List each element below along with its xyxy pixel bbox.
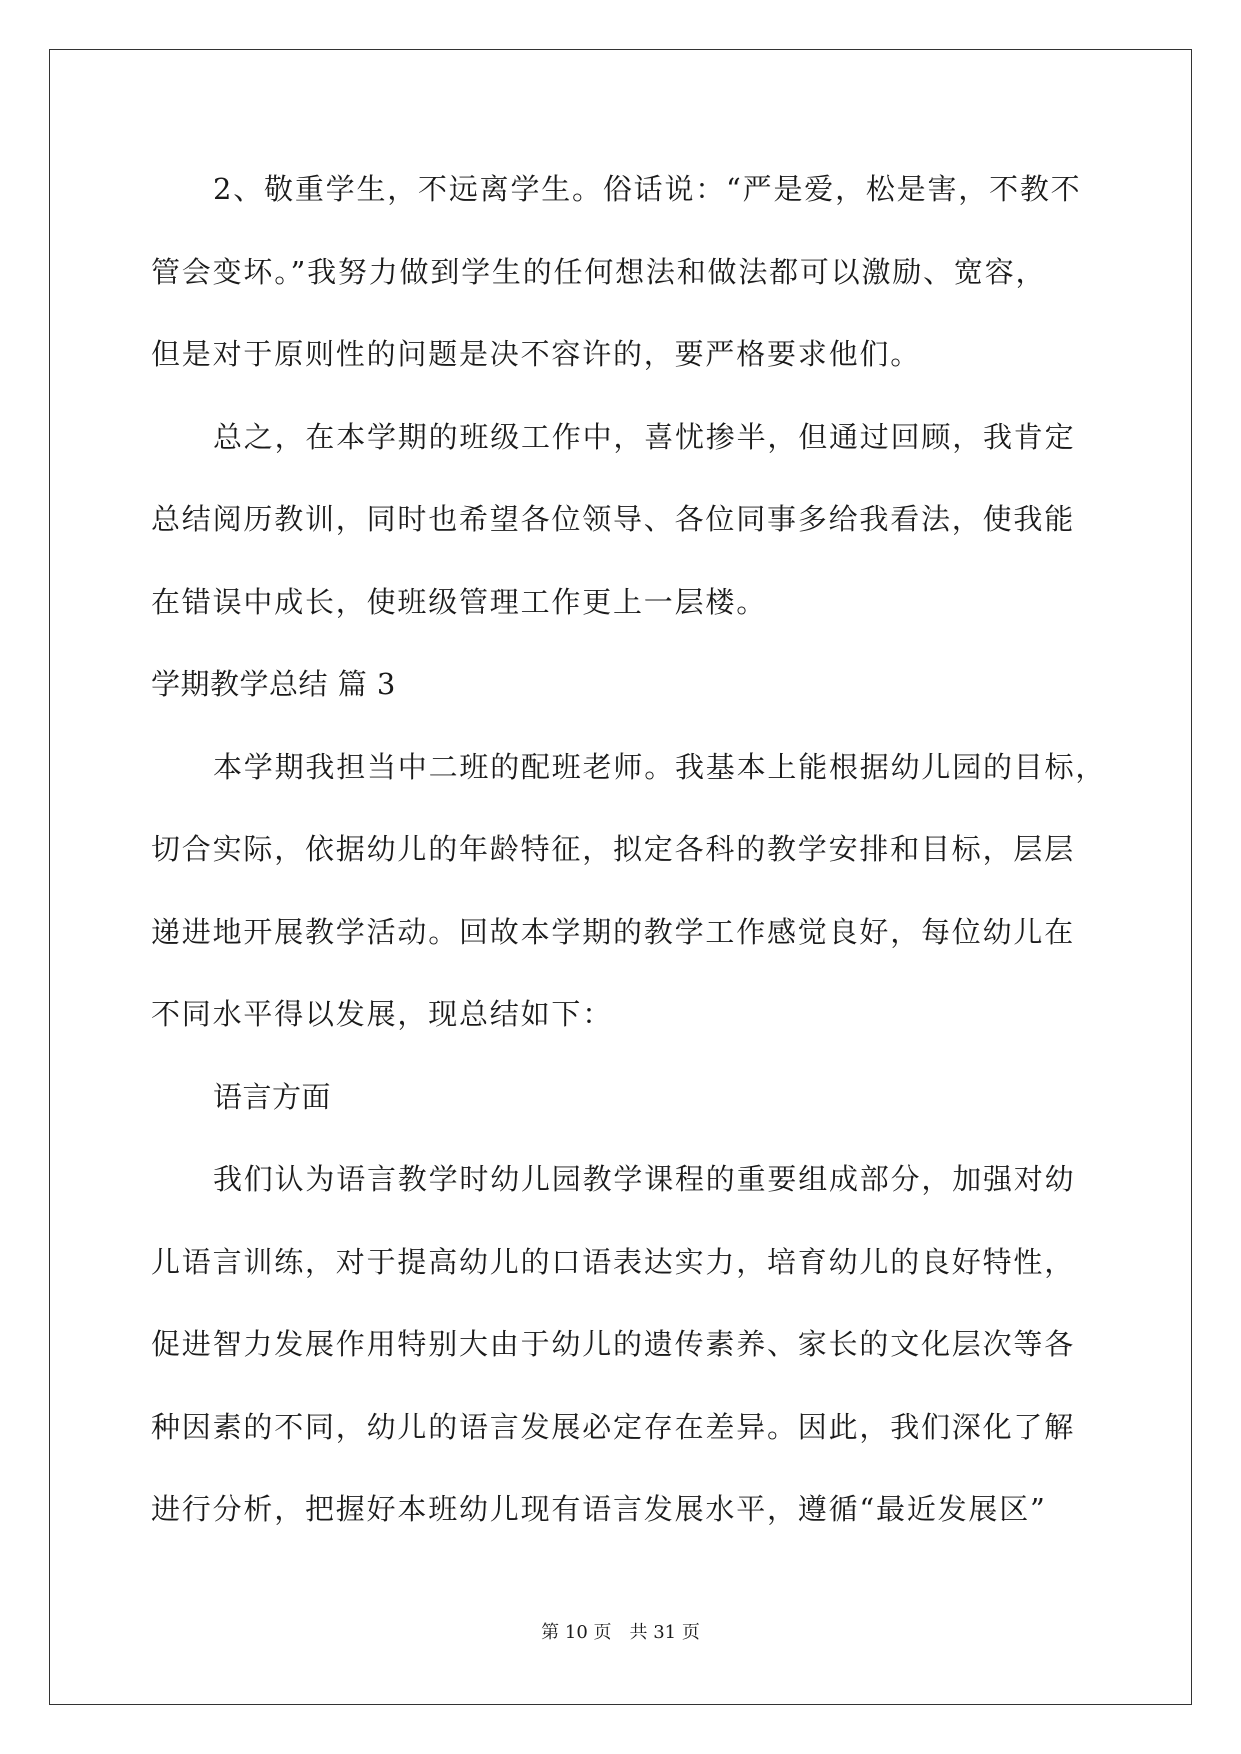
- paragraph-line: 进行分析，把握好本班幼儿现有语言发展水平，遵循“最近发展区”: [151, 1492, 1047, 1526]
- current-page-label: 第 10 页: [541, 1622, 612, 1643]
- paragraph-line: 儿语言训练，对于提高幼儿的口语表达实力，培育幼儿的良好特性，: [151, 1244, 1076, 1279]
- paragraph-line: 种因素的不同，幼儿的语言发展必定存在差异。因此，我们深化了解: [151, 1409, 1076, 1444]
- paragraph-line: 本学期我担当中二班的配班老师。我基本上能根据幼儿园的目标，: [213, 749, 1107, 784]
- paragraph-line: 管会变坏。”我努力做到学生的任何想法和做法都可以激励、宽容，: [151, 254, 1047, 289]
- paragraph-line: 2、敬重学生，不远离学生。俗话说：“严是爱，松是害，不教不: [213, 172, 1082, 206]
- paragraph-line: 总结阅历教训，同时也希望各位领导、各位同事多给我看法，使我能: [151, 502, 1076, 536]
- paragraph-line: 在错误中成长，使班级管理工作更上一层楼。: [151, 584, 768, 619]
- page-footer: [0, 1618, 1241, 1644]
- paragraph-line: 但是对于原则性的问题是决不容许的，要严格要求他们。: [151, 337, 922, 371]
- paragraph-line: 促进智力发展作用特别大由于幼儿的遗传素养、家长的文化层次等各: [151, 1327, 1076, 1361]
- total-pages-label: 共 31 页: [629, 1622, 700, 1643]
- paragraph-line: 总之，在本学期的班级工作中，喜忧掺半，但通过回顾，我肯定: [213, 419, 1076, 454]
- section-heading: 学期教学总结 篇 3: [151, 667, 396, 701]
- paragraph-line: 不同水平得以发展，现总结如下：: [151, 997, 614, 1031]
- paragraph-line: 递进地开展教学活动。回故本学期的教学工作感觉良好，每位幼儿在: [151, 914, 1076, 949]
- paragraph-line: 我们认为语言教学时幼儿园教学课程的重要组成部分，加强对幼: [213, 1162, 1076, 1196]
- paragraph-line: 切合实际，依据幼儿的年龄特征，拟定各科的教学安排和目标，层层: [151, 832, 1076, 866]
- document-body: [151, 163, 1107, 1566]
- subsection-heading: 语言方面: [213, 1079, 332, 1114]
